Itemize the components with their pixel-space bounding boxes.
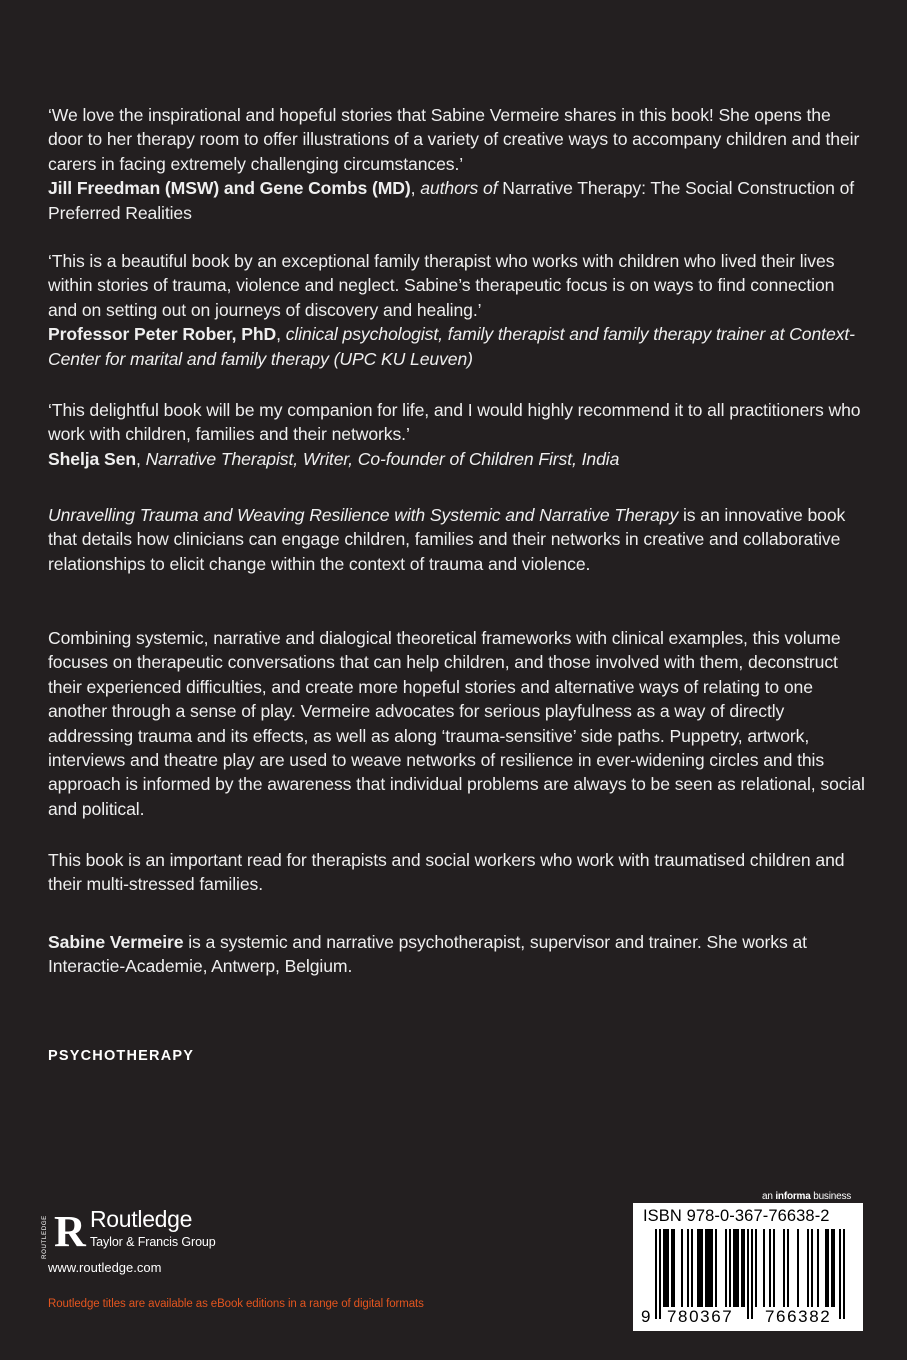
- subject-category: PSYCHOTHERAPY: [48, 1048, 195, 1064]
- barcode-bar: [725, 1229, 727, 1307]
- logo-letter: R: [54, 1207, 86, 1256]
- author-name: Sabine Vermeire: [48, 932, 184, 952]
- routledge-logo-icon: [41, 1204, 86, 1260]
- endorsement-credential: Narrative Therapist, Writer, Co-founder of Children First, India: [145, 448, 620, 469]
- barcode-bar: [733, 1229, 735, 1307]
- barcode: [633, 1203, 863, 1331]
- barcode-bar: [697, 1229, 699, 1307]
- author-bio-text: is a systemic and narrative psychotherapist, supervisor and trainer. She works at Interactie-Academie, Antwerp, Belgium.: [48, 932, 807, 977]
- barcode-bar: [797, 1229, 799, 1307]
- logo-vertical-text: ROUTLEDGE: [41, 1215, 48, 1259]
- endorsement-credential: clinical psychologist, family therapist and family therapy trainer at Context-Center for marital and family therapy (UPC KU Leuven): [48, 324, 855, 369]
- barcode-bar: [667, 1229, 669, 1307]
- barcode-bar: [843, 1229, 845, 1319]
- endorsement-text: ‘This is a beautiful book by an exceptional family therapist who works with children who lived their lives within stories of trauma, violence and neglect. Sabine’s therapeutic focus is on ways to find connection and on setting out on journeys of discovery and healing.’: [48, 251, 835, 320]
- barcode-bar: [817, 1229, 819, 1307]
- barcode-bar: [705, 1229, 707, 1307]
- author-bio: [48, 930, 868, 979]
- barcode-bar: [701, 1229, 703, 1307]
- endorsement-text: ‘We love the inspirational and hopeful stories that Sabine Vermeire shares in this book! She opens the door to her therapy room to offer illustrations of a variety of creative ways to accompany children and their carers in facing extremely challenging circumstances.’: [48, 105, 860, 174]
- barcode-bar: [671, 1229, 673, 1307]
- isbn-label: ISBN 978-0-367-76638-2: [643, 1207, 830, 1225]
- barcode-bar: [833, 1229, 835, 1307]
- endorsement-3: ‘This delightful book will be my companion for life, and I would highly recommend it to all practitioners who work with children, families and their networks.’ Shelja Sen, Narrative Therapist, Writer, Co-founder of Children First, India: [48, 400, 861, 469]
- barcode-bar: [783, 1229, 785, 1307]
- barcode-bar: [741, 1229, 743, 1307]
- barcode-bar: [755, 1229, 757, 1307]
- barcode-bar: [811, 1229, 813, 1307]
- description-paragraph-3: This book is an important read for therapists and social workers who work with traumatised children and their multi-stressed families.: [48, 850, 845, 895]
- barcode-bar: [709, 1229, 711, 1307]
- barcode-bar: [691, 1229, 693, 1307]
- informa-tagline: [762, 1191, 851, 1202]
- barcode-bar: [763, 1229, 765, 1307]
- barcode-bar: [787, 1229, 789, 1307]
- endorsement-credential: authors of: [420, 178, 498, 199]
- barcode-bar: [659, 1229, 661, 1319]
- description-paragraph-1: [48, 503, 868, 576]
- endorsement-author: Jill Freedman (MSW) and Gene Combs (MD): [48, 178, 411, 199]
- barcode-bar: [687, 1229, 689, 1307]
- barcode-bar: [827, 1229, 829, 1307]
- barcode-bar: [751, 1229, 753, 1319]
- barcode-bar: [681, 1229, 683, 1307]
- endorsement-text: ‘This delightful book will be my companion for life, and I would highly recommend it to all practitioners who work with children, families and their networks.’: [48, 400, 861, 445]
- informa-prefix: an: [762, 1191, 773, 1202]
- publisher-group: Taylor & Francis Group: [90, 1235, 216, 1249]
- barcode-bar: [769, 1229, 771, 1307]
- barcode-bar: [711, 1229, 713, 1307]
- barcode-bar: [807, 1229, 809, 1307]
- barcode-digits-right: 766382: [765, 1307, 832, 1326]
- publisher-name: Routledge: [90, 1206, 193, 1232]
- informa-suffix: business: [813, 1191, 852, 1202]
- book-title: Unravelling Trauma and Weaving Resilience with Systemic and Narrative Therapy: [48, 505, 679, 525]
- publisher-url[interactable]: www.routledge.com: [48, 1260, 162, 1275]
- barcode-digit-lead: 9: [641, 1307, 653, 1326]
- barcode-bar: [699, 1229, 701, 1307]
- barcode-bar: [663, 1229, 665, 1307]
- barcode-bar: [729, 1229, 731, 1307]
- publisher-block: [42, 1204, 216, 1260]
- barcode-bar: [839, 1229, 841, 1319]
- barcode-bar: [747, 1229, 749, 1319]
- endorsement-author: Professor Peter Rober, PhD: [48, 324, 277, 345]
- endorsement-author: Shelja Sen: [48, 448, 136, 469]
- barcode-bar: [735, 1229, 737, 1307]
- barcode-digits-left: 780367: [667, 1307, 734, 1326]
- barcode-bar: [665, 1229, 667, 1307]
- description-text: is an innovative book that details how clinicians can engage children, families and their networks in creative and collaborative relationships to elicit change within the context of trauma and violence.: [48, 505, 846, 574]
- barcode-bar: [673, 1229, 675, 1307]
- barcode-bar: [715, 1229, 717, 1307]
- barcode-bar: [831, 1229, 833, 1307]
- barcode-bar: [825, 1229, 827, 1307]
- endorsement-2: ‘This is a beautiful book by an exceptional family therapist who works with children who lived their lives within stories of trauma, violence and neglect. Sabine’s therapeutic focus is on ways to find connection and on setting out on journeys of discovery and healing.’ Professor Peter Rober, PhD, clinical psychologist, family therapist and family therapy trainer at Context-Center for marital and family therapy (UPC KU Leuven): [48, 251, 855, 369]
- barcode-bar: [773, 1229, 775, 1307]
- endorsement-book-reference: Narrative Therapy: The Social Construction of Preferred Realities: [48, 178, 855, 223]
- description-paragraph-2: Combining systemic, narrative and dialogical theoretical frameworks with clinical examples, this volume focuses on therapeutic conversations that can help children, and those involved with them, deconstruct their experienced difficulties, and create more hopeful stories and alternative ways of relating to one another through a sense of play. Vermeire advocates for serious playfulness as a way of directly addressing trauma and its effects, as well as along ‘trauma-sensitive’ side paths. Puppetry, artwork, interviews and theatre play are used to weave networks of resilience in ever-widening circles and this approach is informed by the awareness that individual problems are always to be seen as relational, social and political.: [48, 628, 865, 819]
- informa-brand: informa: [775, 1191, 811, 1202]
- ebook-note: Routledge titles are available as eBook editions in a range of digital formats: [48, 1298, 424, 1310]
- barcode-bar: [707, 1229, 709, 1307]
- barcode-bar: [737, 1229, 739, 1307]
- barcode-bar: [743, 1229, 745, 1307]
- barcode-bar: [655, 1229, 657, 1319]
- endorsement-1: ‘We love the inspirational and hopeful stories that Sabine Vermeire shares in this book! She opens the door to her therapy room to offer illustrations of a variety of creative ways to accompany children and their carers in facing extremely challenging circumstances.’ Jill Freedman (MSW) and Gene Combs (MD), authors of Narrative Therapy: The Social Construction of Preferred Realities: [48, 105, 860, 223]
